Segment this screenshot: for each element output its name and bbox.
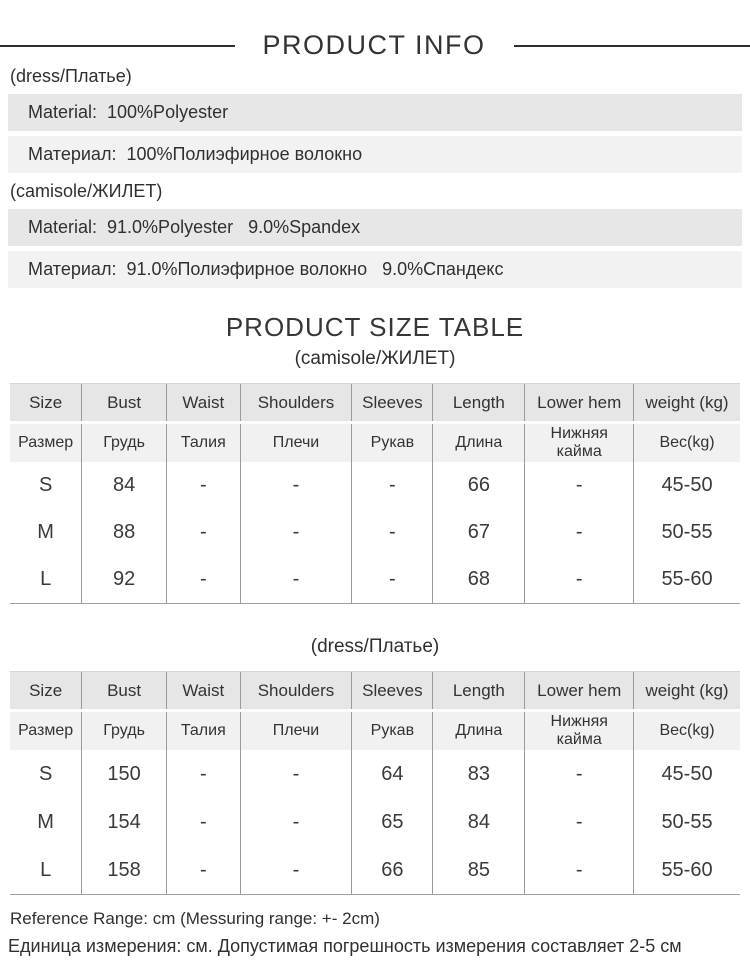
header-cell: Bust <box>82 672 167 709</box>
header-cell: Вес(kg) <box>634 712 740 750</box>
table-cell: - <box>167 462 241 509</box>
header-cell: Длина <box>433 712 525 750</box>
header-cell: Плечи <box>241 424 353 462</box>
table-cell: 55-60 <box>661 568 713 590</box>
header-cell: Length <box>433 672 525 709</box>
table-cell: L <box>10 556 82 603</box>
table-cell: - <box>525 846 634 894</box>
table-cell: 66 <box>352 846 433 894</box>
table-cell: 158 <box>82 846 167 894</box>
camisole-table-header-en <box>10 384 740 421</box>
table-row-s <box>10 462 740 509</box>
table-cell: 45-50 <box>661 762 713 785</box>
table-cell: - <box>352 556 433 603</box>
table-cell: - <box>352 462 433 509</box>
table-row-l <box>10 846 740 894</box>
camisole-size-table <box>10 383 740 604</box>
table-cell: - <box>525 556 634 603</box>
table-cell: - <box>241 750 353 798</box>
table-cell: - <box>241 509 353 556</box>
table-cell: - <box>525 509 634 556</box>
header-cell: Грудь <box>82 424 167 462</box>
table-cell: S <box>10 462 82 509</box>
table-cell: 50-55 <box>661 521 713 543</box>
table-row-m <box>10 798 740 846</box>
product-info-header <box>0 0 750 61</box>
table-cell: 68 <box>433 556 525 603</box>
header-cell: Sleeves <box>352 672 433 709</box>
camisole-table-header-ru <box>10 424 740 462</box>
table-cell: 88 <box>82 509 167 556</box>
page-title: PRODUCT INFO <box>262 30 486 60</box>
table-cell: 66 <box>433 462 525 509</box>
header-cell: Bust <box>82 384 167 421</box>
dress-table-subtitle: (dress/Платье) <box>310 636 440 657</box>
dress-material-label: (dress/Платье) <box>10 66 132 86</box>
camisole-table-subtitle: (camisole/ЖИЛЕТ) <box>294 348 456 369</box>
table-cell: M <box>10 798 82 846</box>
table-cell: 85 <box>433 846 525 894</box>
title-left-rule <box>0 45 235 47</box>
table-cell: - <box>167 750 241 798</box>
header-cell: Нижняя кайма <box>525 424 634 462</box>
table-cell: L <box>10 846 82 894</box>
header-cell: Талия <box>167 424 241 462</box>
table-cell: M <box>10 509 82 556</box>
camisole-material-en: Material: 91.0%Polyester 9.0%Spandex <box>8 209 742 246</box>
dress-table-header-ru <box>10 712 740 750</box>
header-cell: Lower hem <box>525 384 634 421</box>
title-right-rule <box>514 45 750 47</box>
table-cell: 92 <box>82 556 167 603</box>
table-cell: - <box>525 798 634 846</box>
table-cell: - <box>241 556 353 603</box>
header-cell: Размер <box>10 712 82 750</box>
reference-range-note-ru: Единица измерения: см. Допустимая погрешность измерения составляет 2-5 см <box>8 936 682 956</box>
header-cell: Нижняя кайма <box>525 712 634 750</box>
table-cell: 65 <box>352 798 433 846</box>
header-cell: weight (kg) <box>634 384 740 421</box>
header-cell: Длина <box>433 424 525 462</box>
table-cell: - <box>525 462 634 509</box>
header-cell: weight (kg) <box>634 672 740 709</box>
header-cell: Shoulders <box>241 672 353 709</box>
table-cell: 150 <box>82 750 167 798</box>
header-cell: Waist <box>167 672 241 709</box>
table-row-s <box>10 750 740 798</box>
table-cell: 83 <box>433 750 525 798</box>
header-cell: Размер <box>10 424 82 462</box>
header-cell: Length <box>433 384 525 421</box>
camisole-material-ru: Материал: 91.0%Полиэфирное волокно 9.0%Спандекс <box>8 251 742 288</box>
table-row-l <box>10 556 740 603</box>
header-cell: Талия <box>167 712 241 750</box>
reference-range-note-en: Reference Range: cm (Messuring range: +- 2cm) <box>10 909 380 928</box>
table-cell: S <box>10 750 82 798</box>
table-cell: 84 <box>82 462 167 509</box>
header-cell: Плечи <box>241 712 353 750</box>
header-cell: Рукав <box>352 712 433 750</box>
header-cell: Shoulders <box>241 384 353 421</box>
table-cell: - <box>525 750 634 798</box>
header-cell: Рукав <box>352 424 433 462</box>
table-cell: - <box>167 798 241 846</box>
table-cell: 50-55 <box>661 810 713 833</box>
table-cell: - <box>352 509 433 556</box>
table-cell: 154 <box>82 798 167 846</box>
table-row-m <box>10 509 740 556</box>
camisole-material-label: (camisole/ЖИЛЕТ) <box>10 181 163 201</box>
header-cell: Вес(kg) <box>634 424 740 462</box>
header-cell: Lower hem <box>525 672 634 709</box>
header-cell: Size <box>10 672 82 709</box>
dress-table-header-en <box>10 672 740 709</box>
table-cell: 45-50 <box>661 474 713 496</box>
table-cell: - <box>167 846 241 894</box>
table-cell: 84 <box>433 798 525 846</box>
dress-material-ru: Материал: 100%Полиэфирное волокно <box>8 136 742 173</box>
table-cell: 64 <box>352 750 433 798</box>
dress-material-en: Material: 100%Polyester <box>8 94 742 131</box>
table-cell: 55-60 <box>661 858 713 881</box>
table-cell: - <box>241 798 353 846</box>
header-cell: Sleeves <box>352 384 433 421</box>
table-cell: 67 <box>433 509 525 556</box>
table-cell: - <box>241 846 353 894</box>
size-table-title: PRODUCT SIZE TABLE <box>225 312 525 342</box>
header-cell: Size <box>10 384 82 421</box>
table-cell: - <box>167 509 241 556</box>
header-cell: Waist <box>167 384 241 421</box>
table-cell: - <box>167 556 241 603</box>
table-cell: - <box>241 462 353 509</box>
dress-size-table <box>10 671 740 895</box>
header-cell: Грудь <box>82 712 167 750</box>
